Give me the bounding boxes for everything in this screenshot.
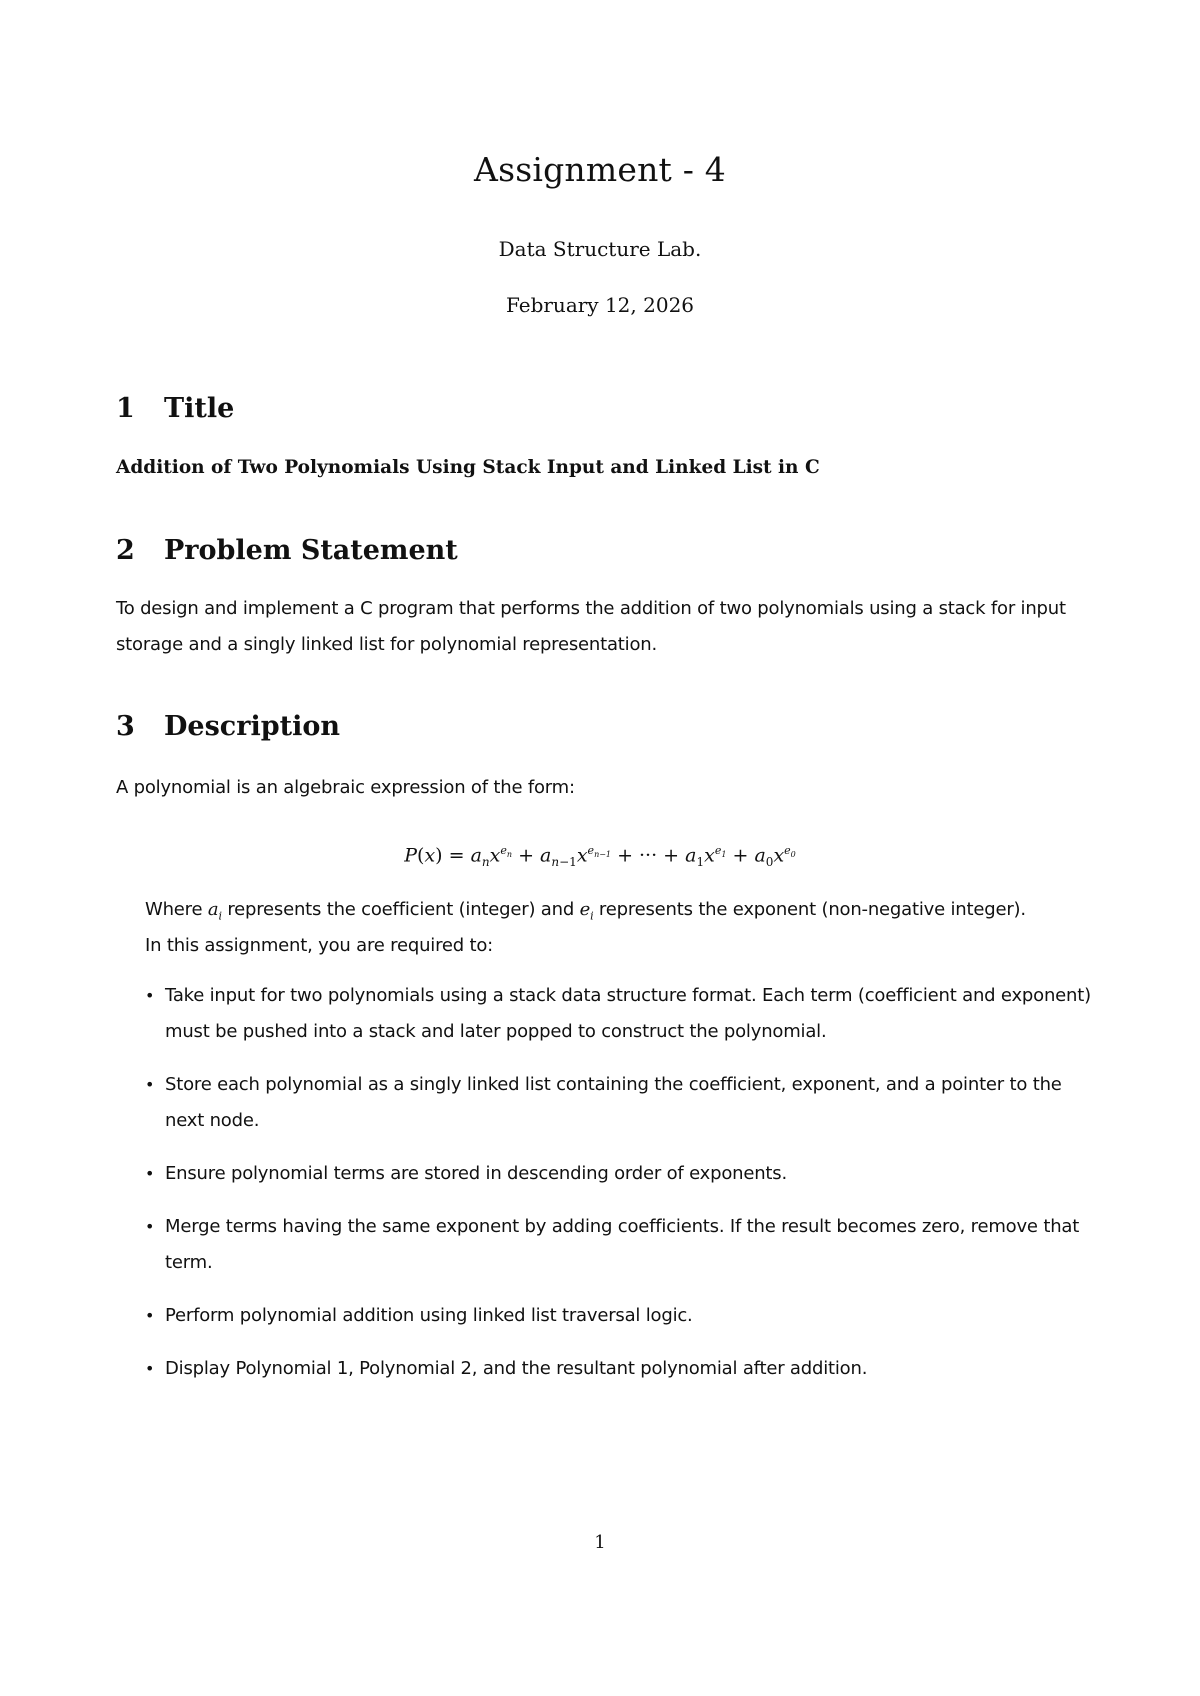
section-heading-text: Title bbox=[164, 393, 235, 424]
section-heading-problem-statement bbox=[116, 535, 458, 566]
page-number: 1 bbox=[594, 1532, 606, 1553]
polynomial-formula: $P(x) = a_nx^{e_n} + a_{n-1}x^{e_{n-1}}$ + ··· + $a_1x^{e_1} + a_0x^{e_0}$ bbox=[404, 844, 796, 870]
document-title: Assignment - 4 bbox=[474, 150, 726, 189]
list-item-text: Take input for two polynomials using a stack data structure format. Each term (coefficient and exponent) must be pushed into a stack and later popped to construct the polynomial. bbox=[165, 985, 1091, 1042]
list-item bbox=[145, 1156, 1095, 1192]
list-item bbox=[145, 978, 1095, 1050]
list-item-text: Perform polynomial addition using linked list traversal logic. bbox=[165, 1305, 693, 1326]
list-item-text: Display Polynomial 1, Polynomial 2, and the resultant polynomial after addition. bbox=[165, 1358, 868, 1379]
list-item bbox=[145, 1351, 1095, 1387]
section-heading-text: Problem Statement bbox=[164, 535, 458, 566]
requirements-list bbox=[145, 978, 1095, 1404]
list-item-text: Store each polynomial as a singly linked list containing the coefficient, exponent, and a pointer to the next node. bbox=[165, 1074, 1062, 1131]
problem-statement-paragraph: To design and implement a C program that performs the addition of two polynomials using a stack for input storage and a singly linked list for polynomial representation. bbox=[116, 598, 1066, 655]
list-item-text: Ensure polynomial terms are stored in descending order of exponents. bbox=[165, 1163, 787, 1184]
section-number: 3 bbox=[116, 711, 135, 742]
where-prefix: Where bbox=[145, 899, 203, 920]
section-number: 1 bbox=[116, 393, 135, 424]
section-heading-description bbox=[116, 711, 340, 742]
section-number: 2 bbox=[116, 535, 135, 566]
bullet-icon: • bbox=[145, 986, 155, 1005]
course-name: Data Structure Lab. bbox=[498, 237, 702, 261]
where-middle: represents the coefficient (integer) and bbox=[227, 899, 575, 920]
exponent-symbol: $e_i$ bbox=[579, 899, 594, 923]
where-suffix: represents the exponent (non-negative integer). bbox=[598, 899, 1026, 920]
coefficient-symbol: $a_i$ bbox=[207, 899, 222, 923]
bullet-icon: • bbox=[145, 1164, 155, 1183]
bullet-icon: • bbox=[145, 1359, 155, 1378]
bullet-icon: • bbox=[145, 1217, 155, 1236]
bullet-icon: • bbox=[145, 1306, 155, 1325]
list-item bbox=[145, 1298, 1095, 1334]
section-heading-title bbox=[116, 393, 234, 424]
assignment-title-text: Addition of Two Polynomials Using Stack Input and Linked List in C bbox=[116, 457, 820, 478]
section-heading-text: Description bbox=[164, 711, 340, 742]
list-item bbox=[145, 1209, 1095, 1281]
list-item bbox=[145, 1067, 1095, 1139]
description-intro: A polynomial is an algebraic expression of the form: bbox=[116, 777, 575, 798]
bullet-icon: • bbox=[145, 1075, 155, 1094]
document-date: February 12, 2026 bbox=[505, 293, 695, 317]
list-item-text: Merge terms having the same exponent by adding coefficients. If the result becomes zero, remove that term. bbox=[165, 1216, 1080, 1273]
assignment-lead: In this assignment, you are required to: bbox=[145, 935, 494, 956]
